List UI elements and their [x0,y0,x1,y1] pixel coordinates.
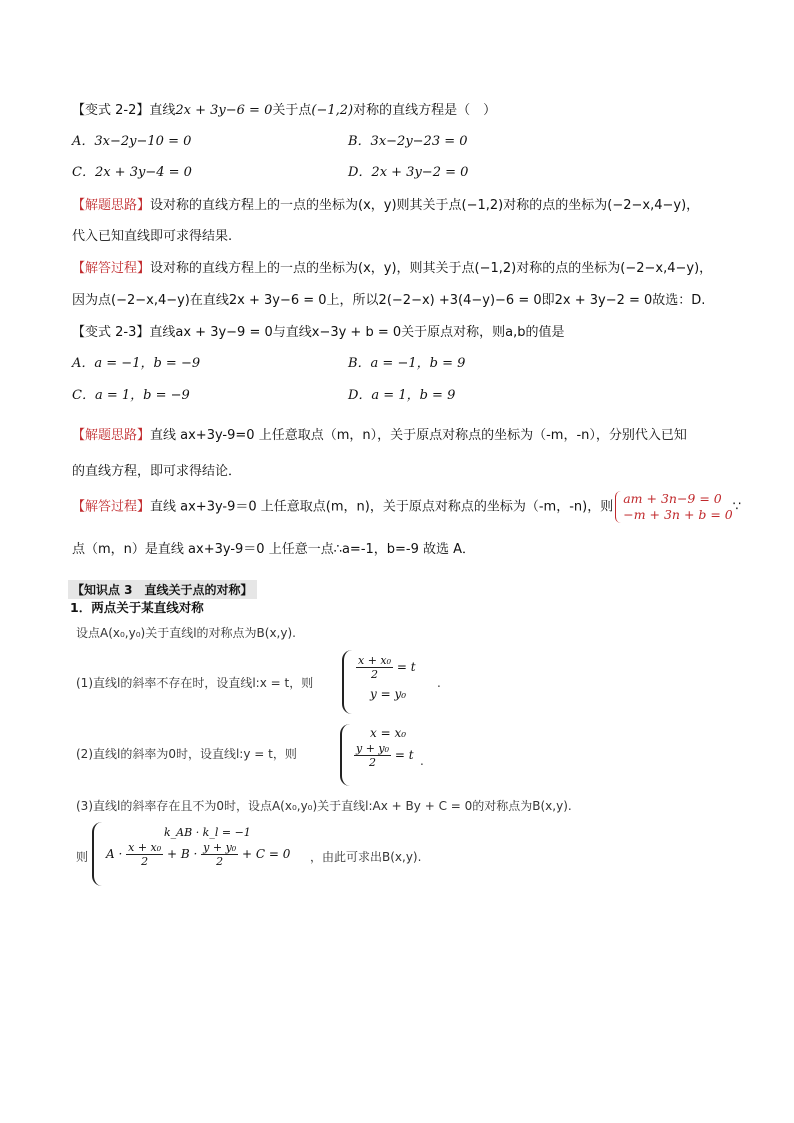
q23-process: 【解答过程】直线 ax+3y-9＝0 上任意取点(m，n)，关于原点对称点的坐标为（-m，-n)，则 am + 3n−9 = 0 −m + 3n + b = 0 ∵ [72,491,742,522]
q23-idea-tag: 【解题思路】 [72,428,151,443]
kp3-subtitle: 1．两点关于某直线对称 [70,600,204,615]
q23-tag: 【变式 2-3】 [72,325,150,340]
q22-option-d: D．2x + 3y−2 = 0 [348,165,469,180]
kp3-case1-text: (1)直线l的斜率不存在时，设直线l:x = t，则 [76,676,314,690]
q23-idea-line2: 的直线方程，即可求得结论． [72,464,242,479]
q23-option-c: C．a = 1，b = −9 [72,388,190,403]
q22-process-line2: 因为点(−2−x,4−y)在直线2x + 3y−6 = 0上，所以2(−2−x) +3(4−y)−6 = 0即2x + 3y−2 = 0故选：D. [72,293,706,308]
kp3-case1-system: $\frac{\text{x + x₀}}{2}$ = t y = y₀ [342,650,416,714]
q22-process-tag: 【解答过程】 [72,261,151,276]
q22-stem: 【变式 2-2】直线2x + 3y−6 = 0关于点(−1,2)对称的直线方程是（ ） [72,103,497,118]
q23-option-b: B．a = −1，b = 9 [348,356,466,371]
q22-idea-tag: 【解题思路】 [72,198,151,213]
q23-equation-system: am + 3n−9 = 0 −m + 3n + b = 0 [615,491,733,523]
kp3-case3-system: k_AB · k_l = −1 A · $\frac{\text{x + x₀}}{2}$ + B · $\frac{\text{y + y₀}}{2}$ + C = 0 [92,822,290,886]
q22-option-b: B．3x−2y−23 = 0 [348,134,468,149]
q23-idea: 【解题思路】直线 ax+3y-9=0 上任意取点（m，n），关于原点对称点的坐标为（-m，-n），分别代入已知 [72,428,687,443]
knowledge-point-title: 【知识点 3 直线关于点的对称】 [68,580,257,599]
q23-stem: 【变式 2-3】直线ax + 3y−9 = 0与直线x−3y + b = 0关于原点对称，则a,b的值是 [72,325,565,340]
q22-option-c: C．2x + 3y−4 = 0 [72,165,192,180]
q22-option-a: A．3x−2y−10 = 0 [72,134,192,149]
q23-process-line2: 点（m，n）是直线 ax+3y-9＝0 上任意一点∴a=-1，b=-9 故选 A． [72,542,476,557]
kp3-intro: 设点A(x₀,y₀)关于直线l的对称点为B(x,y). [76,626,296,640]
q23-option-a: A．a = −1，b = −9 [72,356,201,371]
q22-idea: 【解题思路】设对称的直线方程上的一点的坐标为(x，y)则其关于点(−1,2)对称的点的坐标为(−2−x,4−y)， [72,198,700,213]
q23-option-d: D．a = 1，b = 9 [348,388,456,403]
kp3-case2-fraction: $\frac{\text{y + y₀}}{2}$ [356,742,390,769]
kp3-case1-fraction: $\frac{\text{x + x₀}}{2}$ [358,654,392,681]
kp3-case2-text: (2)直线l的斜率为0时，设直线l:y = t，则 [76,747,297,761]
q22-idea-line2: 代入已知直线即可求得结果. [72,229,233,244]
kp3-case3-tail: ，由此可求出B(x,y). [310,850,422,864]
document-page: 【变式 2-2】直线2x + 3y−6 = 0关于点(−1,2)对称的直线方程是（ ） A．3x−2y−10 = 0 B．3x−2y−23 = 0 C．2x + 3y−4 = 0 D．2x + 3y−2 = 0 【解题思路】设对称的直线方程上的一点的坐标为(x，y)则其关于点(−1,2)对称的点的坐标为(−2−x,4−y)， 代入已知直线即可求得结果. 【解答过程】设对称的直线方程上的一点的坐标为(x，y)，则其关于点(−1,2)对称的点的坐标为(−2−x,4−y)， 因为点(−2−x,4−y)在直线2x + 3y−6 = 0上，所以2(−2−x) +3(4−y)−6 = 0即2x + 3y−2 = 0故选：D. 【变式 2-3】直线ax + 3y−9 = 0与直线x−3y + b = 0关于原点对称，则a,b的值是 A．a = −1，b = −9 B．a = −1，b = 9 C．a = 1，b = −9 D．a = 1，b = 9 【解题思路】直线 ax+3y-9=0 上任意取点（m，n），关于原点对称点的坐标为（-m，-n），分别代入已知 的直线方程，即可求得结论． 【解答过程】直线 ax+3y-9＝0 上任意取点(m，n)，关于原点对称点的坐标为（-m，-n)，则 am + 3n−9 = 0 −m + 3n + b = 0 ∵ 点（m，n）是直线 ax+3y-9＝0 上任意一点∴a=-1，b=-9 故选 A． 【知识点 3 直线关于点的对称】 1．两点关于某直线对称 设点A(x₀,y₀)关于直线l的对称点为B(x,y). (1)直线l的斜率不存在时，设直线l:x = t，则 $\frac{\text{x + x₀}}{2}$ = t y = y₀ . (2)直线l的斜率为0时，设直线l:y = t，则 x = x₀ $\frac{\text{y + y₀}}{2}$ = t . (3)直线l的斜率存在且不为0时，设点A(x₀,y₀)关于直线l:Ax + By + C = 0的对称点为B(x,y). 则 k_AB · k_l = −1 A · $\frac{\text{x + x₀}}{2}$ + B · $\frac{\text{y + y₀}}{2}$ + C = 0 ，由此可求出B(x,y). [0,0,794,1123]
q22-tag: 【变式 2-2】 [72,103,150,118]
q23-process-tag: 【解答过程】 [72,499,151,515]
q22-process: 【解答过程】设对称的直线方程上的一点的坐标为(x，y)，则其关于点(−1,2)对称的点的坐标为(−2−x,4−y)， [72,261,713,276]
kp3-case3-text: (3)直线l的斜率存在且不为0时，设点A(x₀,y₀)关于直线l:Ax + By + C = 0的对称点为B(x,y). [76,799,572,813]
kp3-case2-system: x = x₀ $\frac{\text{y + y₀}}{2}$ = t [340,724,414,786]
